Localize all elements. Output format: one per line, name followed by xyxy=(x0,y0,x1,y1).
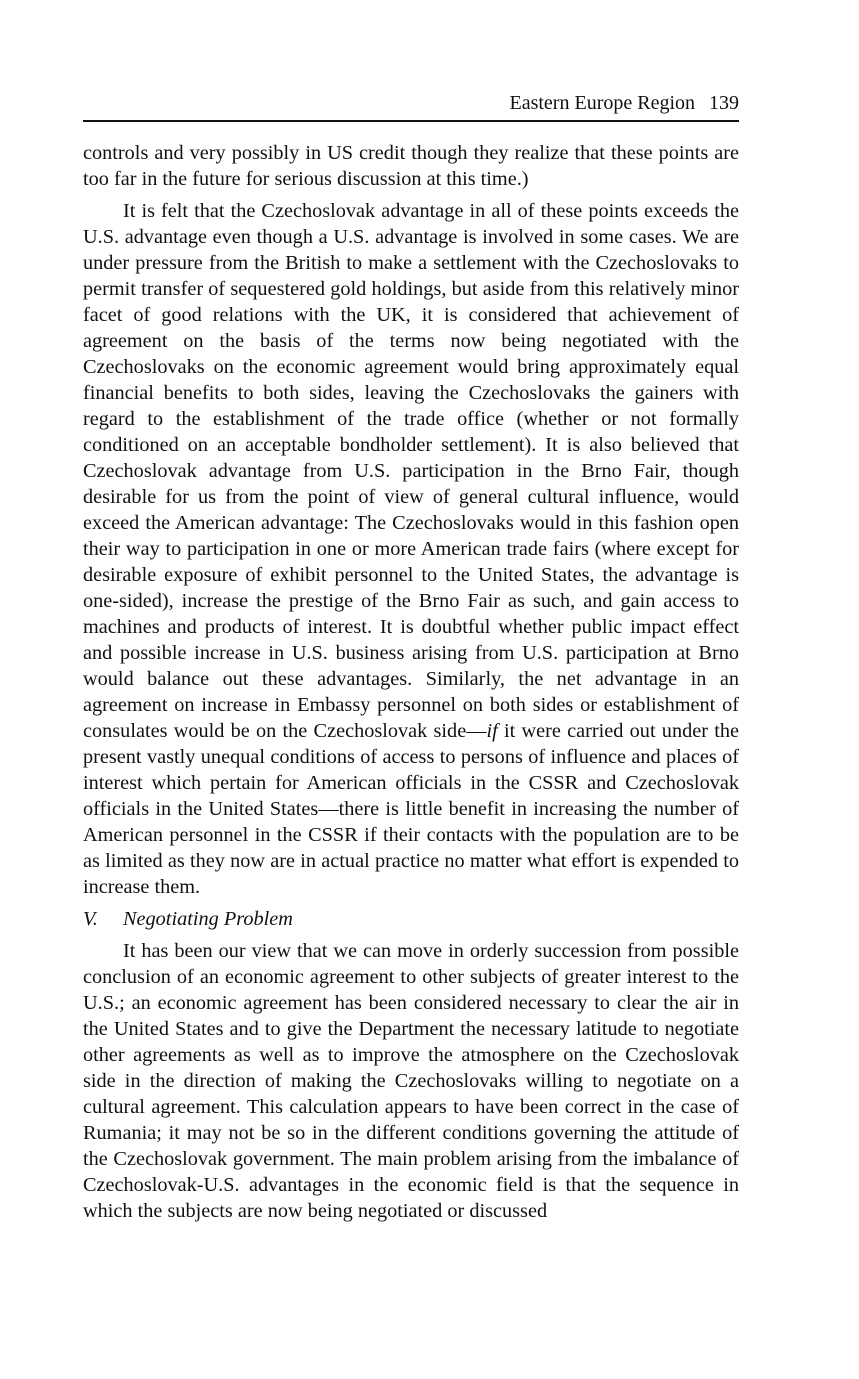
running-title: Eastern Europe Region xyxy=(509,92,695,114)
section-title: Negotiating Problem xyxy=(123,908,293,930)
running-header xyxy=(83,90,739,122)
section-number: V. xyxy=(83,908,98,930)
document-page xyxy=(83,90,739,1230)
paragraph-text: It is felt that the Czechoslovak advantage in all of these points exceeds the U.S. advantage even though a U.S. advantage is involved in some cases. We are under pressure from the British to make a settlement with the Czechoslovaks to permit transfer of sequestered gold holdings, but aside from this relatively minor facet of good relations with the UK, it is considered that achievement of agreement on the basis of the terms now being negotiated with the Czechoslovaks on the economic agreement would bring approximately equal financial benefits to both sides, leaving the Czechoslovaks the gainers with regard to the establishment of the trade office (whether or not formally conditioned on an acceptable bondholder settlement). It is also believed that Czechoslovak advantage from U.S. participation in the Brno Fair, though desirable for us from the point of view of general cultural influence, would exceed the American advantage: The Czechoslovaks would in this fashion open their way to participation in one or more American trade fairs (where except for desirable exposure of exhibit personnel to the United States, the advantage is one-sided), increase the prestige of the Brno Fair as such, and gain access to machines and products of interest. It is doubtful whether public impact effect and possible increase in U.S. business arising from U.S. participation at Brno would balance out these advantages. Similarly, the net advantage in an agreement on increase in Embassy personnel on both sides or establishment of consulates would be on the Czechoslovak side— xyxy=(83,200,739,742)
paragraph-continued: controls and very possibly in US credit though they realize that these points are too far in the future for serious discussion at this time.) xyxy=(83,142,739,190)
page-number: 139 xyxy=(709,92,739,114)
paragraph-text: it were carried out under the present vastly unequal conditions of access to persons of influence and places of interest which pertain for American officials in the CSSR and Czechoslovak officials in the United States—there is little benefit in increasing the number of American personnel in the CSSR if their contacts with the population are to be as limited as they now are in actual practice no matter what effort is expended to increase them. xyxy=(83,720,739,898)
body-text xyxy=(83,140,739,1224)
paragraph-negotiating: It has been our view that we can move in orderly succession from possible conclusion of an economic agreement to other subjects of greater interest to the U.S.; an economic agreement has been considered necessary to clear the air in the United States and to give the Department the necessary latitude to negotiate other agreements as well as to improve the atmosphere on the Czechoslovak side in the direction of making the Czechoslovaks willing to negotiate on a cultural agreement. This calculation appears to have been correct in the case of Rumania; it may not be so in the different conditions governing the attitude of the Czechoslovak government. The main problem arising from the imbalance of Czechoslovak-U.S. advantages in the economic field is that the sequence in which the subjects are now being negotiated or discussed xyxy=(83,940,739,1222)
paragraph-advantages xyxy=(83,198,739,900)
section-heading xyxy=(83,906,739,932)
emphasis-text: if xyxy=(486,720,498,742)
